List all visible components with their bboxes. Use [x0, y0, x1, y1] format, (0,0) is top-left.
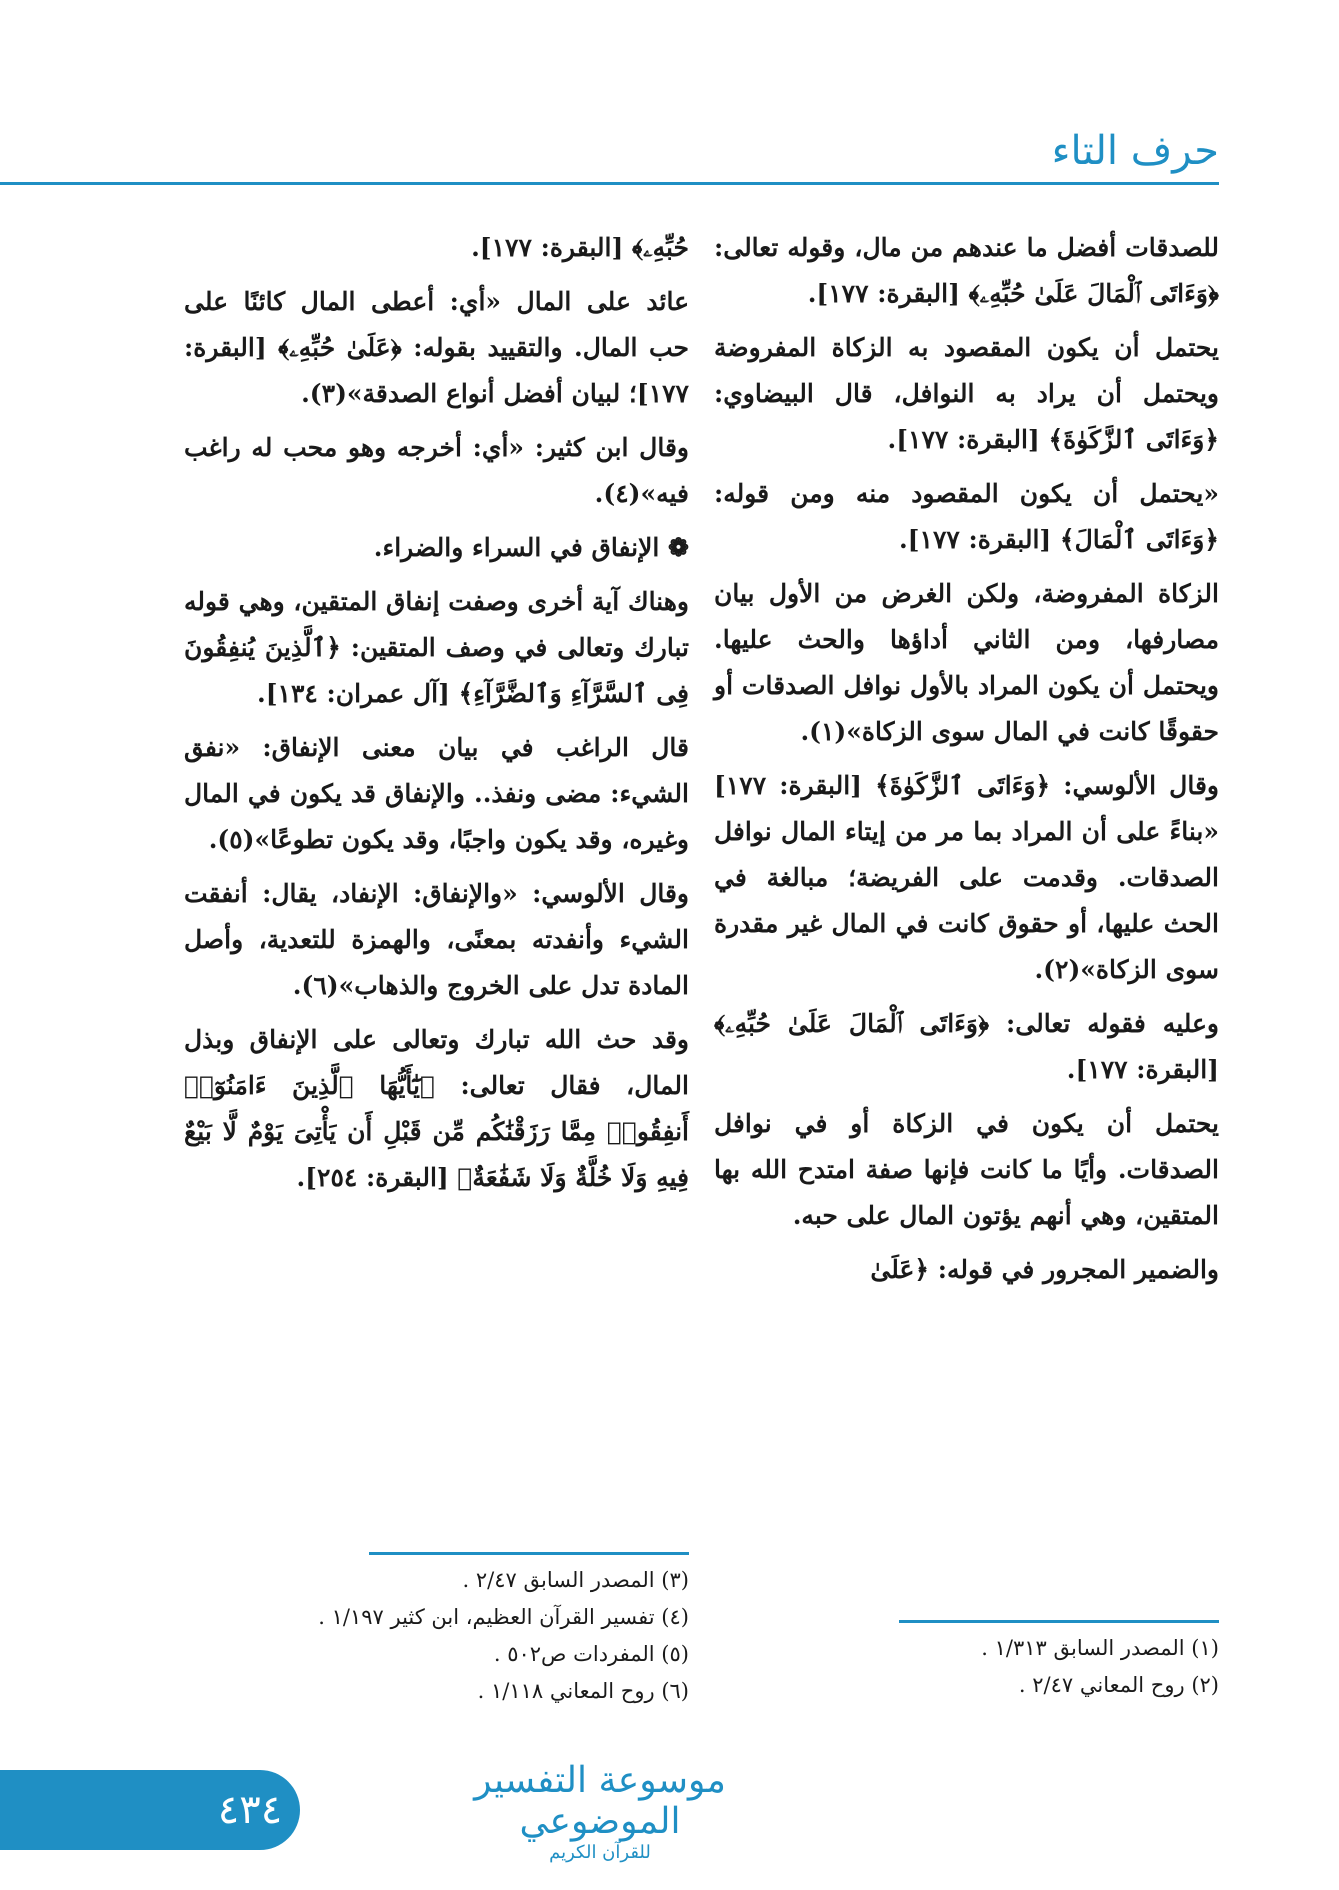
- paragraph: للصدقات أفضل ما عندهم من مال، وقوله تعالى: ﴿وَءَاتَى ٱلْمَالَ عَلَىٰ حُبِّهِۦ﴾ [البقرة: ١٧٧].: [714, 233, 1219, 308]
- footnote: (٥) المفردات ص٥٠٢ .: [493, 1642, 689, 1666]
- footnote-divider: [899, 1620, 1219, 1623]
- paragraph: عائد على المال «أي: أعطى المال كائنًا على حب المال. والتقييد بقوله: ﴿عَلَىٰ حُبِّهِۦ﴾ [البقرة: ١٧٧]؛ لبيان أفضل أنواع الصدقة»(٣).: [184, 287, 689, 408]
- footnotes-left: [318, 1562, 689, 1710]
- paragraph: وقد حث الله تبارك وتعالى على الإنفاق وبذل المال، فقال تعالى: ﴿يَٰٓأَيُّهَا ٱلَّذِينَ ءَامَنُوٓا۟ أَنفِقُوا۟ مِمَّا رَزَقْنَٰكُم مِّن قَبْلِ أَن يَأْتِىَ يَوْمٌ لَّا بَيْعٌ فِيهِ وَلَا خُلَّةٌ وَلَا شَفَٰعَةٌ﴾ [البقرة: ٢٥٤].: [184, 1025, 689, 1192]
- footnote: (٢) روح المعاني ٢/٤٧ .: [1018, 1673, 1219, 1697]
- paragraph: حُبِّهِۦ﴾ [البقرة: ١٧٧].: [471, 233, 689, 262]
- brand-title: موسوعة التفسير الموضوعي: [474, 1760, 726, 1842]
- paragraph: يحتمل أن يكون في الزكاة أو في نوافل الصدقات. وأيًا ما كانت فإنها صفة امتدح الله بها المتقين، وهي أنهم يؤتون المال على حبه.: [714, 1109, 1219, 1230]
- paragraph: يحتمل أن يكون المقصود به الزكاة المفروضة ويحتمل أن يراد به النوافل، قال البيضاوي: ﴿وَءَاتَى ٱلزَّكَوٰةَ﴾ [البقرة: ١٧٧].: [714, 333, 1219, 454]
- paragraph: وقال ابن كثير: «أي: أخرجه وهو محب له راغب فيه»(٤).: [184, 433, 689, 508]
- right-column: [714, 225, 1219, 1301]
- paragraph: والضمير المجرور في قوله: ﴿عَلَىٰ: [870, 1255, 1219, 1284]
- footnote: (٤) تفسير القرآن العظيم، ابن كثير ١/١٩٧ .: [318, 1605, 689, 1629]
- footnote: (٣) المصدر السابق ٢/٤٧ .: [462, 1568, 689, 1592]
- footnote: (١) المصدر السابق ١/٣١٣ .: [981, 1636, 1219, 1660]
- brand-logo: [400, 1760, 800, 1863]
- footnotes-right: [981, 1630, 1219, 1704]
- footnote-divider: [369, 1552, 689, 1555]
- section-heading: ❁ الإنفاق في السراء والضراء.: [373, 533, 689, 562]
- page-number: ٤٣٤: [217, 1787, 283, 1833]
- paragraph: وقال الألوسي: «والإنفاق: الإنفاد، يقال: أنفقت الشيء وأنفدته بمعنًى، والهمزة للتعدية، وأصل المادة تدل على الخروج والذهاب»(٦).: [184, 879, 689, 1000]
- header-divider: [0, 182, 1219, 185]
- paragraph: «يحتمل أن يكون المقصود منه ومن قوله: ﴿وَءَاتَى ٱلْمَالَ﴾ [البقرة: ١٧٧].: [714, 479, 1219, 554]
- paragraph: وهناك آية أخرى وصفت إنفاق المتقين، وهي قوله تبارك وتعالى في وصف المتقين: ﴿ٱلَّذِينَ يُنفِقُونَ فِى ٱلسَّرَّآءِ وَٱلضَّرَّآءِ﴾ [آل عمران: ١٣٤].: [184, 587, 689, 708]
- footnote: (٦) روح المعاني ١/١١٨ .: [477, 1679, 689, 1703]
- page-title: حرف التاء: [1051, 128, 1219, 174]
- paragraph: قال الراغب في بيان معنى الإنفاق: «نفق الشيء: مضى ونفذ.. والإنفاق قد يكون في المال وغيره، وقد يكون واجبًا، وقد يكون تطوعًا»(٥).: [184, 733, 689, 854]
- paragraph: وعليه فقوله تعالى: ﴿وَءَاتَى ٱلْمَالَ عَلَىٰ حُبِّهِۦ﴾ [البقرة: ١٧٧].: [714, 1009, 1219, 1084]
- left-column: [184, 225, 689, 1209]
- paragraph: الزكاة المفروضة، ولكن الغرض من الأول بيان مصارفها، ومن الثاني أداؤها والحث عليها. ويحتمل أن يكون المراد بالأول نوافل الصدقات أو حقوقًا كانت في المال سوى الزكاة»(١).: [714, 579, 1219, 746]
- brand-subtitle: للقرآن الكريم: [549, 1842, 651, 1863]
- paragraph: وقال الألوسي: ﴿وَءَاتَى ٱلزَّكَوٰةَ﴾ [البقرة: ١٧٧] «بناءً على أن المراد بما مر من إيتاء المال نوافل الصدقات. وقدمت على الفريضة؛ مبالغة في الحث عليها، أو حقوق كانت في المال غير مقدرة سوى الزكاة»(٢).: [714, 771, 1219, 984]
